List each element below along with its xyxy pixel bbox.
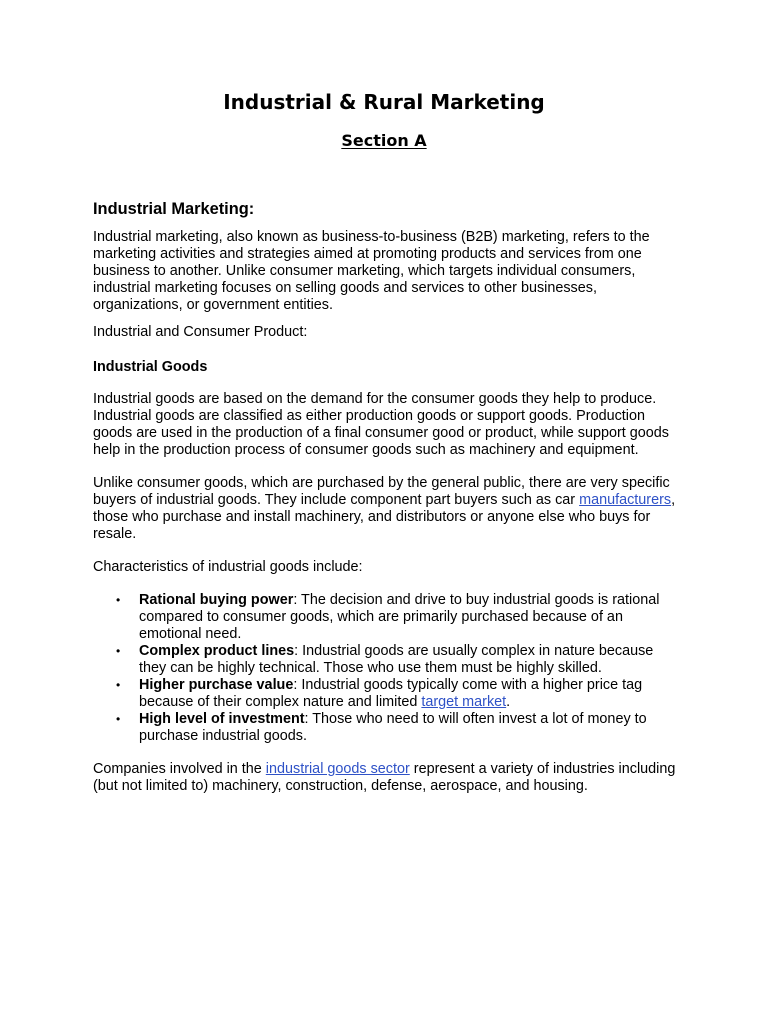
- closing-paragraph: [93, 761, 683, 795]
- list-item-term: Rational buying power: [139, 592, 294, 608]
- document-body: [93, 198, 683, 805]
- industrial-goods-sector-link[interactable]: industrial goods sector: [265, 761, 410, 777]
- list-item-text: : Those who need to will often invest a lot of money to purchase industrial goods.: [139, 711, 647, 744]
- list-item: [116, 711, 683, 745]
- list-item-term: Higher purchase value: [139, 677, 294, 693]
- bullet-icon: •: [116, 678, 121, 692]
- intro-paragraph: Industrial marketing, also known as business-to-business (B2B) marketing, refers to the marketing activities and strategies aimed at promoting products and services from one business to another. Unlike consumer marketing, which targets individual consumers, industrial marketing focuses on selling goods and services to other businesses, organizations, or government entities.: [93, 229, 650, 313]
- list-item-text: : The decision and drive to buy industrial goods is rational compared to consumer goods, which are primarily purchased because of an emotional need.: [139, 592, 660, 642]
- goods-paragraph-2: [93, 475, 683, 543]
- list-item-term: Complex product lines: [139, 643, 295, 659]
- list-item-text-after: .: [506, 694, 511, 710]
- goods-paragraph-2-text-before: Unlike consumer goods, which are purchased by the general public, there are very specific buyers of industrial goods. They include component part buyers such as car: [93, 475, 670, 508]
- document-title: Industrial & Rural Marketing: [223, 90, 545, 114]
- goods-paragraph-2-text-after: , those who purchase and install machinery, and distributors or anyone else who buys for resale.: [93, 492, 676, 542]
- list-item: [116, 643, 683, 677]
- section-heading: Industrial Marketing:: [93, 200, 255, 218]
- characteristics-list: [93, 592, 683, 745]
- section-label-text: Section A: [341, 131, 427, 150]
- list-item-term: High level of investment: [139, 711, 305, 727]
- list-item: [116, 592, 683, 643]
- bullet-icon: •: [116, 712, 121, 726]
- closing-text-before: Companies involved in the: [93, 761, 266, 777]
- goods-paragraph-1: Industrial goods are based on the demand for the consumer goods they help to produce. Industrial goods are classified as either production goods or support goods. Production goods are used in the production of a final consumer good or product, while support goods help in the production process of consumer goods such as machinery and equipment.: [93, 391, 669, 458]
- list-item: [116, 677, 683, 711]
- closing-text-after: represent a variety of industries including (but not limited to) machinery, construction, defense, aerospace, and housing.: [93, 761, 676, 794]
- bullet-icon: •: [116, 644, 121, 658]
- bullet-icon: •: [116, 593, 121, 607]
- target-market-link[interactable]: target market: [421, 694, 507, 710]
- list-item-text: : Industrial goods typically come with a higher price tag because of their complex nature and limited: [139, 677, 643, 710]
- manufacturers-link[interactable]: manufacturers: [579, 492, 672, 508]
- list-item-text: : Industrial goods are usually complex in nature because they can be highly technical. Those who use them must be highly skilled.: [139, 643, 654, 676]
- characteristics-intro: Characteristics of industrial goods include:: [93, 559, 363, 575]
- sub-intro-paragraph: Industrial and Consumer Product:: [93, 324, 308, 340]
- industrial-goods-heading: Industrial Goods: [93, 359, 208, 375]
- section-label: [0, 130, 768, 152]
